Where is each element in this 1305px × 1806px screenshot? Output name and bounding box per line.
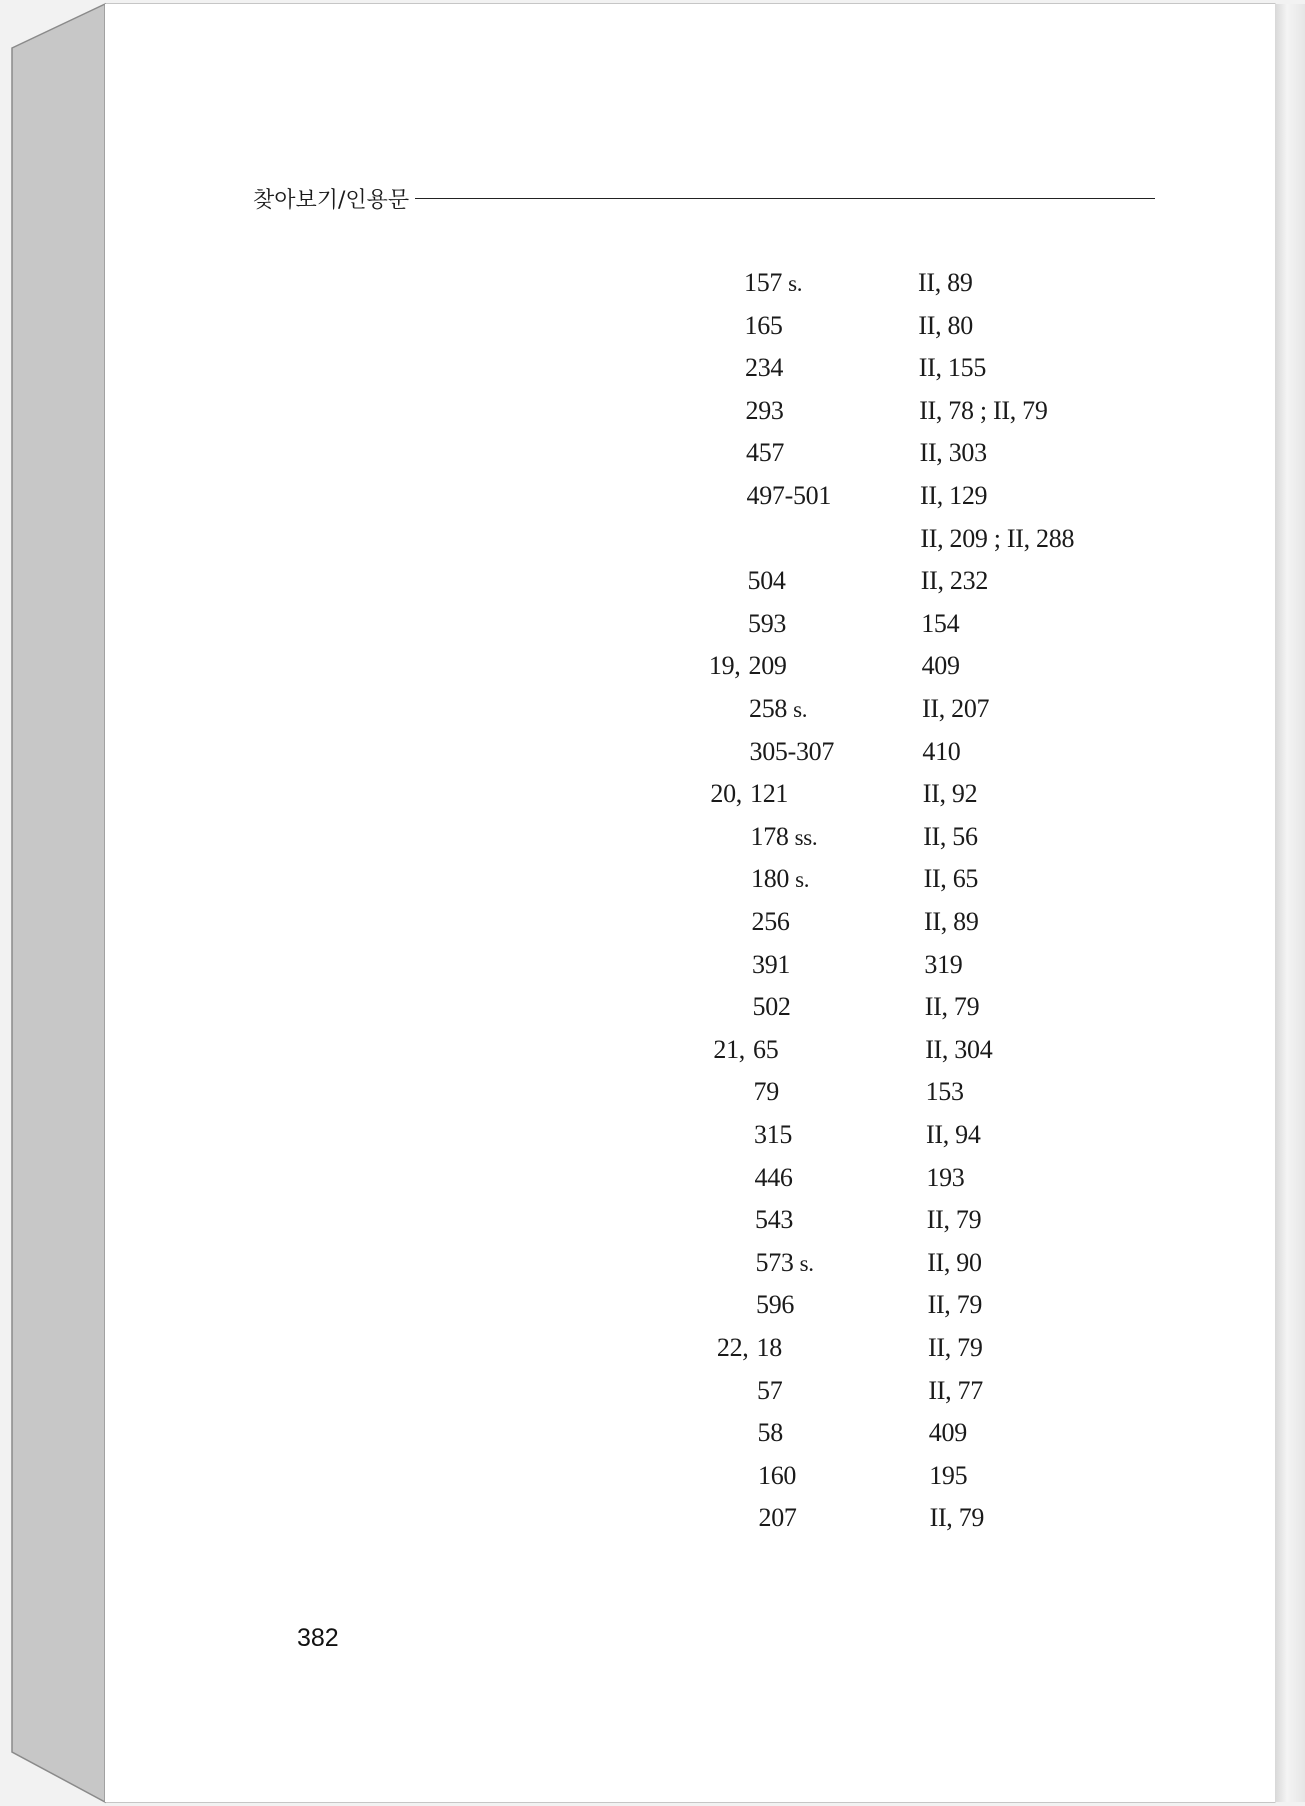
- index-row: [0, 732, 1305, 772]
- index-row: [0, 519, 1305, 559]
- source-location: [693, 1371, 782, 1411]
- source-location: [683, 519, 747, 559]
- index-row: [0, 561, 1305, 601]
- page-reference: II, 79: [929, 1503, 985, 1533]
- chapter-number: 20,: [710, 779, 742, 809]
- verse-number: 180: [751, 864, 790, 894]
- verse-number: 160: [758, 1460, 797, 1490]
- verse-number: 305-307: [749, 736, 835, 766]
- page-reference: 409: [928, 1418, 967, 1448]
- page-reference: II, 129: [920, 481, 988, 510]
- page-reference: 410: [922, 736, 961, 766]
- chapter-number: 21,: [713, 1034, 745, 1064]
- page-reference: II, 79: [928, 1333, 983, 1362]
- page-reference: II, 94: [926, 1120, 981, 1149]
- source-location: [686, 732, 835, 772]
- page-reference: II, 78 ; II, 79: [919, 395, 1048, 425]
- verse-number: 446: [754, 1162, 793, 1192]
- page-reference: 154: [921, 608, 960, 638]
- verse-number: 58: [757, 1418, 783, 1448]
- source-location: [681, 348, 783, 388]
- verse-number: 79: [753, 1077, 779, 1107]
- index-row: [0, 1371, 1305, 1411]
- source-location: [695, 1498, 797, 1538]
- page-reference: II, 303: [919, 438, 987, 468]
- index-row: [0, 306, 1305, 346]
- chapter-number: 22,: [716, 1333, 749, 1362]
- index-row: [0, 774, 1305, 814]
- verse-number: 596: [756, 1290, 795, 1320]
- verse-number: 256: [751, 907, 790, 936]
- verse-suffix: s.: [793, 697, 808, 722]
- verse-number: 293: [745, 395, 784, 425]
- page-reference: II, 89: [918, 268, 973, 297]
- verse-number: 209: [748, 651, 787, 681]
- page-reference: 193: [926, 1162, 965, 1192]
- verse-number: 65: [753, 1034, 779, 1064]
- page-reference: 319: [924, 949, 963, 979]
- chapter-number: 19,: [708, 651, 741, 681]
- verse-number: 573: [755, 1247, 794, 1277]
- source-location: [683, 476, 832, 516]
- page-reference: II, 79: [926, 1205, 982, 1235]
- page-reference: II, 79: [927, 1290, 983, 1320]
- source-location: [681, 306, 783, 346]
- index-row: [0, 817, 1305, 857]
- index-row: [0, 1498, 1305, 1538]
- page-reference: II, 155: [918, 353, 987, 383]
- page-reference: II, 90: [927, 1247, 982, 1277]
- index-row: [0, 1200, 1305, 1240]
- index-row: [0, 1158, 1305, 1198]
- source-location: [687, 859, 809, 900]
- source-location: [691, 1158, 793, 1198]
- page-reference: 409: [921, 651, 960, 681]
- verse-number: 178: [750, 821, 789, 851]
- source-location: [680, 263, 802, 304]
- source-location: [692, 1243, 814, 1284]
- verse-number: 502: [752, 992, 791, 1022]
- page-reference: II, 65: [923, 864, 979, 894]
- source-location: [692, 1285, 794, 1325]
- source-location: [689, 987, 791, 1027]
- page-reference: II, 56: [923, 821, 978, 851]
- header-title: 찾아보기/인용문: [253, 187, 410, 213]
- header-rule: [415, 198, 1155, 199]
- index-row: [0, 859, 1305, 899]
- index-row: [0, 1243, 1305, 1283]
- page-reference: II, 80: [918, 310, 973, 340]
- verse-number: 543: [755, 1205, 794, 1235]
- verse-number: 207: [758, 1503, 797, 1533]
- source-location: [686, 774, 788, 814]
- verse-number: 504: [747, 566, 786, 596]
- page-reference: II, 89: [924, 907, 979, 936]
- source-location: [682, 433, 784, 473]
- page-reference: II, 232: [920, 566, 989, 596]
- source-location: [691, 1200, 793, 1240]
- page-reference: II, 79: [924, 992, 980, 1022]
- index-row: [0, 987, 1305, 1027]
- running-header: [253, 183, 1155, 213]
- index-row: [0, 1456, 1305, 1496]
- verse-number: 497-501: [746, 481, 832, 510]
- source-location: [684, 561, 786, 601]
- verse-number: 457: [746, 438, 785, 468]
- index-row: [0, 689, 1305, 729]
- index-row: [0, 1413, 1305, 1453]
- index-row: [0, 391, 1305, 431]
- verse-suffix: s.: [788, 271, 803, 296]
- page-reference: 153: [925, 1077, 964, 1107]
- index-row: [0, 348, 1305, 388]
- source-location: [682, 391, 784, 431]
- verse-number: 391: [752, 949, 791, 979]
- source-location: [685, 689, 807, 730]
- verse-number: 593: [748, 608, 787, 638]
- page-reference: II, 304: [925, 1034, 993, 1064]
- source-location: [688, 902, 790, 942]
- source-location: [688, 945, 790, 985]
- index-row: [0, 1030, 1305, 1070]
- verse-number: 121: [750, 779, 789, 809]
- source-location: [690, 1072, 779, 1112]
- page-reference: II, 77: [928, 1375, 983, 1405]
- verse-number: 57: [757, 1375, 783, 1405]
- source-location: [694, 1413, 783, 1453]
- verse-number: 315: [754, 1120, 793, 1149]
- index-row: [0, 1072, 1305, 1112]
- source-location: [685, 646, 787, 686]
- index-row: [0, 945, 1305, 985]
- verse-number: 258: [749, 694, 788, 723]
- verse-suffix: s.: [799, 1250, 814, 1276]
- index-row: [0, 263, 1305, 303]
- verse-number: 165: [744, 310, 783, 340]
- index-row: [0, 1115, 1305, 1155]
- source-location: [689, 1030, 778, 1070]
- verse-suffix: s.: [795, 867, 810, 893]
- index-row: [0, 902, 1305, 942]
- verse-suffix: ss.: [794, 824, 818, 850]
- page-reference: II, 207: [922, 694, 990, 723]
- page-reference: II, 209 ; II, 288: [920, 523, 1075, 553]
- index-row: [0, 1285, 1305, 1325]
- source-location: [690, 1115, 792, 1155]
- page-reference: 195: [929, 1460, 968, 1490]
- page-number: 382: [297, 1624, 339, 1652]
- index-row: [0, 1328, 1305, 1368]
- source-location: [687, 817, 818, 858]
- source-location: [684, 604, 786, 644]
- verse-number: 157: [744, 268, 783, 297]
- index-row: [0, 646, 1305, 686]
- index-row: [0, 604, 1305, 644]
- page-reference: II, 92: [922, 779, 978, 809]
- verse-number: 18: [756, 1333, 782, 1362]
- source-location: [694, 1456, 796, 1496]
- source-location: [693, 1328, 782, 1368]
- index-row: [0, 476, 1305, 516]
- index-row: [0, 433, 1305, 473]
- verse-number: 234: [745, 353, 784, 383]
